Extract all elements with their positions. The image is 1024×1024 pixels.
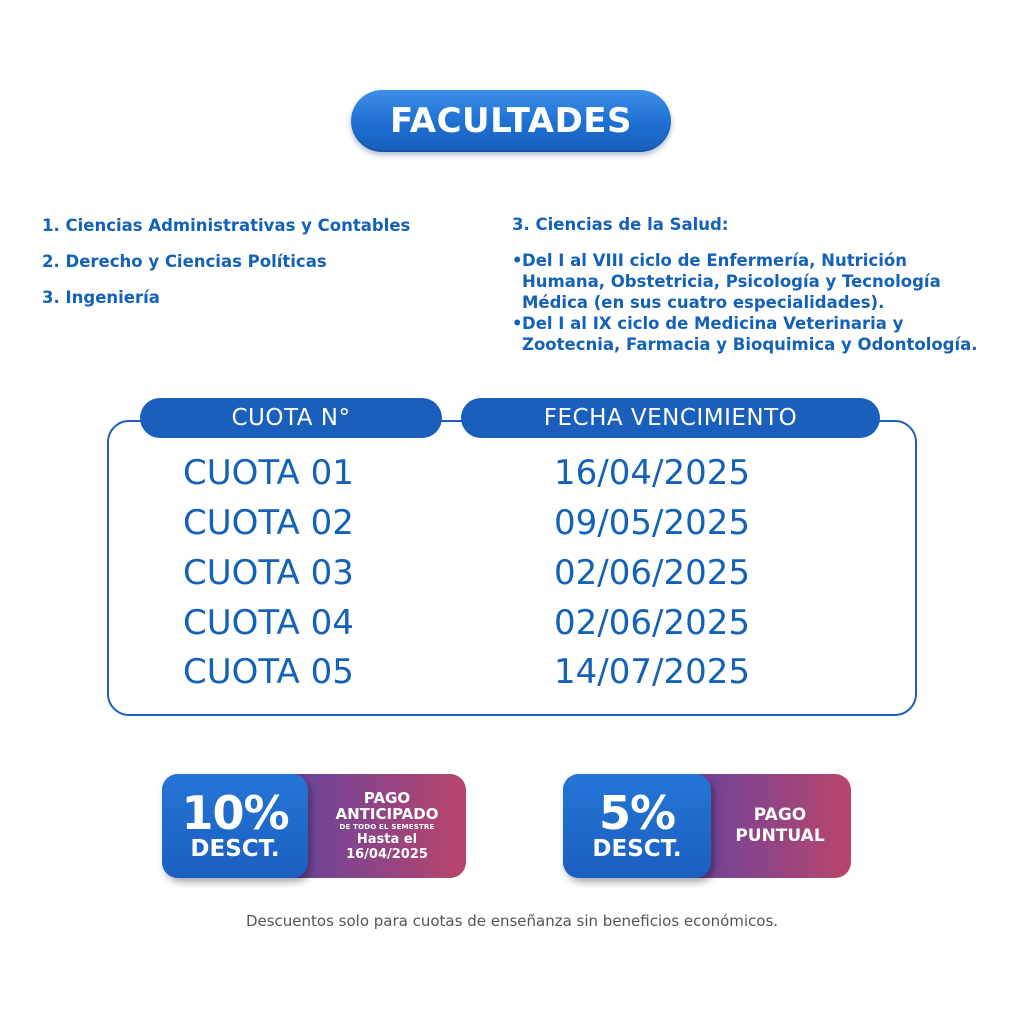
bullet-icon: •: [512, 314, 523, 333]
faculty-bullet-text-2: Del I al IX ciclo de Medicina Veterinaria y Zootecnia, Farmacia y Bioquimica y Odontología.: [522, 314, 978, 354]
fecha-cell: 02/06/2025: [554, 553, 750, 593]
faculties-left-list: [42, 216, 462, 324]
badge-line-pago: PAGO: [753, 805, 807, 825]
table-row: [0, 453, 1024, 503]
cuota-cell: CUOTA 04: [183, 603, 354, 643]
table-row: [0, 553, 1024, 603]
table-row: [0, 603, 1024, 653]
table-row: [0, 652, 1024, 702]
cuota-cell: CUOTA 05: [183, 652, 354, 692]
faculty-item-2: 2. Derecho y Ciencias Políticas: [42, 252, 327, 271]
bullet-icon: •: [512, 251, 523, 270]
fecha-cell: 09/05/2025: [554, 503, 750, 543]
badge-percent-panel: [162, 774, 308, 878]
badge-line-puntual: PUNTUAL: [735, 826, 825, 846]
badge-condition-text: [713, 774, 847, 878]
table-row: [0, 503, 1024, 553]
badge-percent: 5%: [598, 786, 676, 840]
cuota-cell: CUOTA 03: [183, 553, 354, 593]
badge-percent: 10%: [181, 786, 289, 840]
badge-desct-label: DESCT.: [592, 836, 682, 862]
faculty-item-1: 1. Ciencias Administrativas y Contables: [42, 216, 411, 235]
badge-percent-panel: [563, 774, 711, 878]
faculty-bullet-2: [512, 313, 992, 355]
discount-footnote: Descuentos solo para cuotas de enseñanza sin beneficios económicos.: [245, 912, 779, 930]
badge-line-date: 16/04/2025: [346, 847, 428, 862]
badge-line-pago: PAGO: [363, 789, 411, 807]
badge-line-anticipado: ANTICIPADO: [335, 805, 439, 823]
badge-line-hasta: Hasta el: [356, 832, 418, 847]
fecha-cell: 02/06/2025: [554, 603, 750, 643]
badge-desct-label: DESCT.: [190, 836, 280, 862]
fecha-cell: 14/07/2025: [554, 652, 750, 692]
discount-badge-10: [162, 774, 466, 880]
facultades-title: FACULTADES: [351, 90, 671, 152]
cuota-cell: CUOTA 01: [183, 453, 354, 493]
faculty-bullet-text-1: Del I al VIII ciclo de Enfermería, Nutrición Humana, Obstetricia, Psicología y Tecnología Médica (en sus cuatro especialidades).: [522, 251, 941, 312]
faculty-item-3: 3. Ingeniería: [42, 288, 160, 307]
badge-line-semestre: DE TODO EL SEMESTRE: [339, 823, 435, 831]
badge-condition-text: [312, 774, 462, 878]
column-header-fecha: FECHA VENCIMIENTO: [461, 398, 880, 438]
faculty-health-heading: 3. Ciencias de la Salud:: [512, 215, 729, 234]
fecha-cell: 16/04/2025: [554, 453, 750, 493]
column-header-cuota: CUOTA N°: [140, 398, 442, 438]
discount-badge-5: [563, 774, 851, 880]
faculties-right-list: [512, 214, 992, 355]
faculty-bullet-1: [512, 250, 992, 313]
cuota-cell: CUOTA 02: [183, 503, 354, 543]
